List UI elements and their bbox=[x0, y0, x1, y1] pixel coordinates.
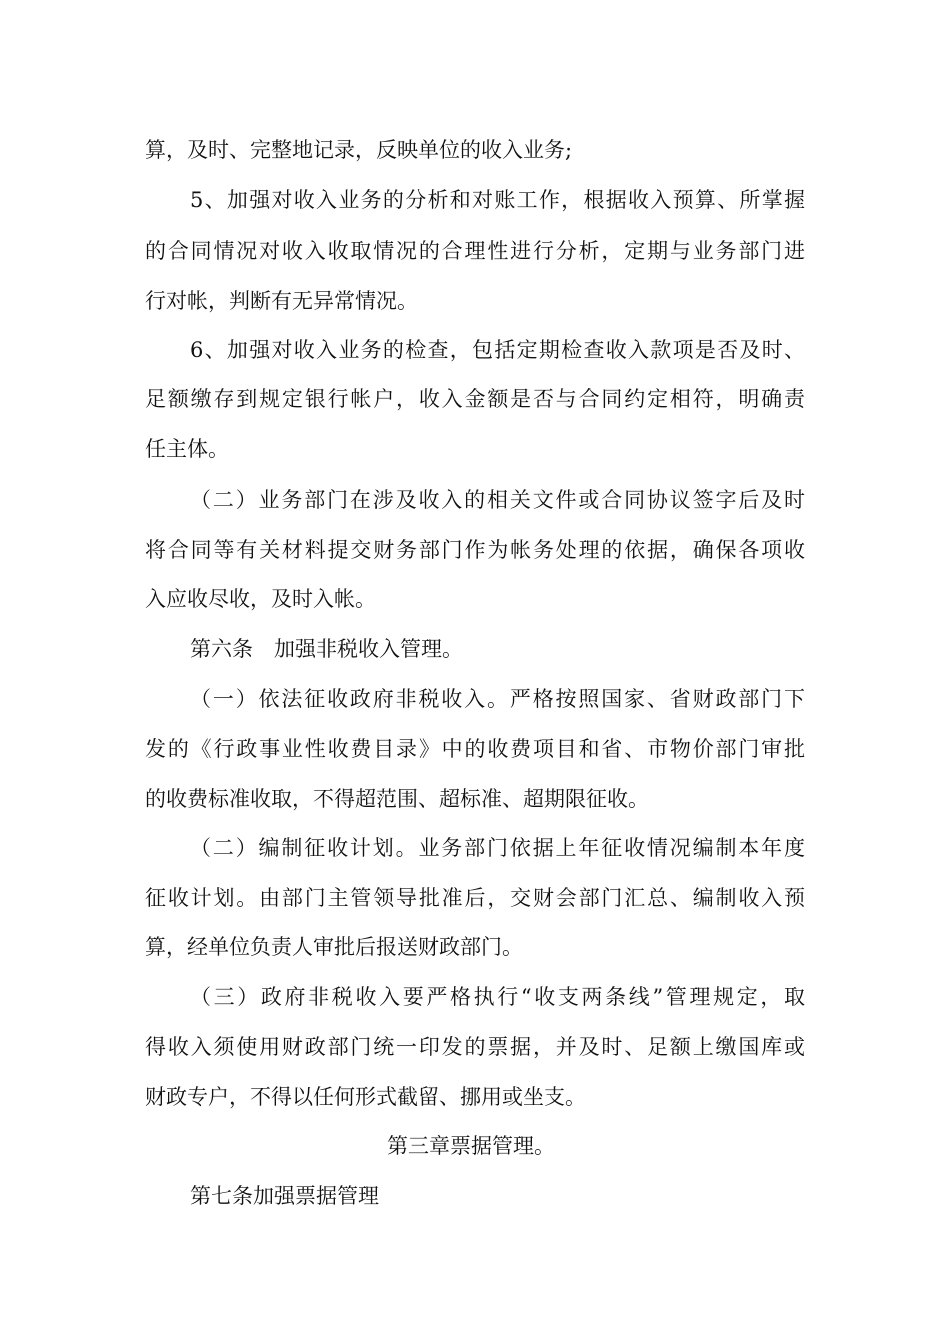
text-line-10: 入应收尽收，及时入帐。 bbox=[145, 587, 376, 611]
article-seven-heading: 第七条加强票据管理 bbox=[190, 1184, 379, 1208]
text-line-6: 足额缴存到规定银行帐户，收入金额是否与合同约定相符，明确责 bbox=[145, 387, 805, 411]
text-line-3: 的合同情况对收入收取情况的合理性进行分析，定期与业务部门进 bbox=[145, 239, 805, 263]
chapter-three-heading: 第三章票据管理。 bbox=[387, 1134, 555, 1158]
text-line-9: 将合同等有关材料提交财务部门作为帐务处理的依据，确保各项收 bbox=[145, 538, 805, 562]
text-line-18: （三）政府非税收入要严格执行“收支两条线”管理规定，取 bbox=[190, 985, 805, 1009]
text-line-4: 行对帐，判断有无异常情况。 bbox=[145, 289, 418, 313]
text-line-12: （一）依法征收政府非税收入。严格按照国家、省财政部门下 bbox=[190, 687, 805, 711]
text-line-5: 6、加强对收入业务的检查，包括定期检查收入款项是否及时、 bbox=[190, 338, 805, 362]
text-line-7: 任主体。 bbox=[145, 437, 229, 461]
text-line-2: 5、加强对收入业务的分析和对账工作，根据收入预算、所掌握 bbox=[190, 188, 805, 212]
text-line-15: （二）编制征收计划。业务部门依据上年征收情况编制本年度 bbox=[190, 836, 805, 860]
text-line-16: 征收计划。由部门主管领导批准后，交财会部门汇总、编制收入预 bbox=[145, 886, 805, 910]
text-line-1: 算，及时、完整地记录，反映单位的收入业务; bbox=[145, 138, 573, 162]
text-line-13: 发的《行政事业性收费目录》中的收费项目和省、市物价部门审批 bbox=[145, 737, 805, 761]
text-line-17: 算，经单位负责人审批后报送财政部门。 bbox=[145, 935, 523, 959]
text-line-14: 的收费标准收取，不得超范围、超标准、超期限征收。 bbox=[145, 787, 649, 811]
article-six-heading: 第六条 加强非税收入管理。 bbox=[190, 637, 463, 661]
text-line-19: 得收入须使用财政部门统一印发的票据，并及时、足额上缴国库或 bbox=[145, 1035, 805, 1059]
text-line-20: 财政专户，不得以任何形式截留、挪用或坐支。 bbox=[145, 1085, 586, 1109]
text-line-8: （二）业务部门在涉及收入的相关文件或合同协议签字后及时 bbox=[190, 488, 805, 512]
